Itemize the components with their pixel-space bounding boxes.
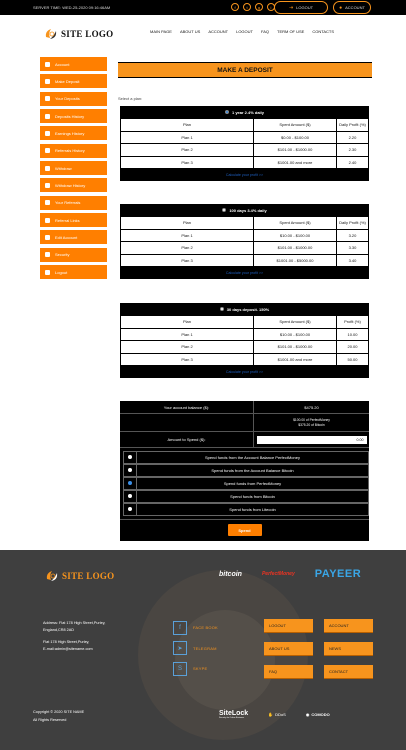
sidebar-item-deposits-history[interactable]: [39, 108, 108, 124]
nav-main-page[interactable]: MAIN PAGE: [150, 29, 172, 34]
option-label: Spend funds from PerfectMoney: [136, 478, 368, 489]
skype-icon: S: [173, 662, 187, 676]
instagram-icon[interactable]: i: [267, 3, 275, 11]
option-label: Spend funds from Bitcoin: [136, 491, 368, 502]
comodo-label: COMODO: [311, 712, 330, 717]
header: [0, 15, 406, 53]
table-header-row: [121, 119, 369, 132]
footer-logo-text: SITE LOGO: [62, 571, 115, 581]
footer-socials: [173, 620, 218, 682]
sidebar-item-label: Logout: [55, 269, 68, 275]
copyright: [33, 709, 84, 724]
logo-mark-icon: [44, 27, 58, 41]
plan-name: 1 year 2.4% daily: [231, 109, 265, 115]
payeer-logo: PAYEER: [314, 568, 362, 580]
site-logo[interactable]: [44, 27, 113, 41]
table-cell: 2.20: [337, 131, 369, 144]
plan-card-3: [120, 303, 369, 378]
ddos-label: DDoS: [275, 712, 286, 717]
table-row: [121, 131, 369, 144]
payment-option[interactable]: [123, 477, 369, 490]
sidebar-item-withdraw-history[interactable]: [39, 177, 108, 193]
table-row: [121, 156, 369, 169]
social-label: TELEGRAM: [193, 645, 217, 651]
footer-social-skype[interactable]: [173, 661, 218, 676]
table-header: Daily Profit (%): [337, 119, 369, 132]
nav-logout[interactable]: LOGOUT: [236, 29, 253, 34]
balance-value: $475.20: [304, 404, 319, 410]
sidebar-item-security[interactable]: [39, 247, 108, 263]
sidebar-item-account[interactable]: [39, 56, 108, 72]
sidebar-item-label: Deposits History: [55, 113, 85, 119]
comodo-seal: [306, 712, 330, 717]
plan-card-2: [120, 204, 369, 279]
sidebar-item-withdraw[interactable]: [39, 160, 108, 176]
footer-news-button[interactable]: NEWS: [324, 642, 373, 656]
referrals-icon: [45, 148, 50, 153]
sidebar-item-label: Referral Links: [55, 217, 80, 223]
account-icon: [45, 62, 50, 67]
edit-icon: [45, 235, 50, 240]
spend-button[interactable]: Spend: [228, 524, 262, 536]
table-cell: Plan 2: [121, 144, 254, 157]
ddos-seal: [268, 712, 286, 717]
table-row: [121, 229, 369, 242]
payment-option[interactable]: [123, 503, 369, 516]
sidebar-item-label: Withdraw: [55, 165, 72, 171]
deposits-icon: [45, 96, 50, 101]
amount-input[interactable]: 0.00: [257, 436, 367, 444]
main-content: [118, 62, 372, 533]
footer-social-facebook[interactable]: [173, 620, 218, 635]
logo-mark-icon: [45, 569, 59, 583]
amount-label: Amount to Spend ($):: [120, 432, 254, 447]
sidebar-item-logout[interactable]: [39, 264, 108, 280]
table-header: Plan: [121, 316, 254, 329]
copyright-line: Copyright © 2020 SITE NAME: [33, 710, 85, 714]
table-cell: 50.00: [337, 353, 369, 366]
table-header: Plan: [121, 119, 254, 132]
address-line: Flat 178 High Street,Purley,: [43, 640, 90, 644]
balance-detail-spacer: [120, 414, 254, 431]
address-line: Address: Flat 178 High Street,Purley,: [43, 621, 106, 625]
sitelock-label: SiteLock: [219, 710, 249, 717]
balance-label: Your account balance ($):: [120, 401, 254, 413]
table-cell: $101.00 - $1000.00: [254, 341, 337, 354]
sidebar-item-referrals-history[interactable]: [39, 143, 108, 159]
history-icon: [45, 114, 50, 119]
footer-address: [43, 620, 123, 653]
social-label: FACE BOOK: [193, 625, 218, 630]
table-header: Spent Amount ($): [254, 119, 337, 132]
table-row: [121, 328, 369, 341]
plan-table: [120, 118, 369, 169]
top-account-button[interactable]: [333, 1, 371, 14]
table-cell: 20.00: [337, 341, 369, 354]
logout-icon: ⇥: [288, 4, 294, 11]
table-cell: $10.00 - $100.00: [254, 328, 337, 341]
table-cell: $10.00 - $100.00: [254, 229, 337, 242]
table-cell: 2.30: [337, 144, 369, 157]
spend-row: [120, 519, 369, 541]
user-icon: ●: [339, 4, 343, 11]
table-cell: $101.00 - $1000.00: [254, 144, 337, 157]
table-cell: Plan 2: [121, 341, 254, 354]
social-label: SKYPE: [193, 666, 208, 671]
plan-name: 30 days deposit. 150%: [226, 306, 270, 312]
table-cell: 3.40: [337, 254, 369, 267]
option-radio[interactable]: [128, 507, 132, 511]
balance-detail-row: [120, 414, 369, 432]
option-radio[interactable]: [128, 481, 132, 485]
table-header: Spent Amount ($): [254, 217, 337, 230]
sidebar-item-edit-account[interactable]: [39, 229, 108, 245]
table-row: [121, 341, 369, 354]
table-cell: 3.20: [337, 229, 369, 242]
sidebar-item-make-deposit[interactable]: [39, 73, 108, 89]
table-row: [121, 254, 369, 267]
security-seals: [219, 710, 330, 719]
page-title: MAKE A DEPOSIT: [118, 62, 372, 78]
table-header: Spent Amount ($): [254, 316, 337, 329]
option-label: Spend funds from the Account Balance PerfectMoney: [136, 452, 368, 463]
plan-radio[interactable]: [225, 110, 229, 114]
option-radio[interactable]: [128, 494, 132, 498]
table-header-row: [121, 316, 369, 329]
withdraw-icon: [45, 166, 50, 171]
main-nav: [150, 29, 334, 34]
sidebar-item-label: Security: [55, 252, 70, 258]
nav-about-us[interactable]: ABOUT US: [179, 29, 201, 34]
footer-faq-button[interactable]: FAQ: [264, 665, 313, 679]
table-header: Daily Profit (%): [337, 217, 369, 230]
plan-header[interactable]: [120, 204, 369, 216]
balance-pm: $100.00 of PerfectMoney: [293, 417, 330, 422]
top-bar: [0, 0, 406, 15]
perfectmoney-logo: PerfectMoney: [261, 571, 295, 577]
amount-row: [120, 432, 369, 448]
table-cell: Plan 3: [121, 353, 254, 366]
sidebar-item-label: Your Referrals: [55, 200, 81, 206]
table-cell: $1001.00 and more: [254, 353, 337, 366]
payment-option[interactable]: [123, 464, 369, 477]
earnings-icon: [45, 131, 50, 136]
plan-table: [120, 315, 369, 366]
table-row: [121, 242, 369, 255]
payment-partners: [219, 568, 361, 580]
facebook-icon[interactable]: f: [231, 3, 239, 11]
sidebar-item-your-referrals[interactable]: [39, 195, 108, 211]
footer-logout-button[interactable]: LOGOUT: [264, 619, 313, 633]
plan-card-1: [120, 106, 369, 181]
footer-social-telegram[interactable]: [173, 641, 218, 656]
table-cell: Plan 3: [121, 254, 254, 267]
facebook-icon: f: [173, 621, 187, 635]
calculate-profit-link[interactable]: Calculate your profit >>: [225, 173, 264, 177]
table-cell: Plan 1: [121, 131, 254, 144]
telegram-icon: ➤: [173, 641, 187, 655]
sidebar-item-label: Earnings History: [55, 130, 85, 136]
top-logout-label: LOGOUT: [296, 5, 314, 10]
footer-buttons: [264, 619, 373, 679]
table-row: [121, 353, 369, 366]
sidebar: [39, 56, 108, 281]
plan-radio[interactable]: [222, 208, 226, 212]
balance-detail: [254, 414, 369, 431]
table-cell: $1001.00 - $5000.00: [254, 254, 337, 267]
deposit-form: [120, 401, 369, 541]
link-icon: [45, 218, 50, 223]
payment-option[interactable]: [123, 490, 369, 503]
balance-btc: $375.20 of Bitcoin: [298, 422, 325, 427]
sidebar-item-label: Make Deposit: [55, 78, 80, 84]
deposit-icon: [45, 79, 50, 84]
bitcoin-logo: bitcoin: [219, 570, 242, 578]
sidebar-item-label: Withdraw History: [55, 182, 86, 188]
top-logout-button[interactable]: [274, 1, 328, 14]
table-cell: 10.00: [337, 328, 369, 341]
footer-about-button[interactable]: ABOUT US: [264, 642, 313, 656]
option-radio[interactable]: [128, 455, 132, 459]
select-plan-label: Select a plan:: [118, 96, 143, 101]
table-header: Plan: [121, 217, 254, 230]
footer-account-button[interactable]: ACCOUNT: [324, 619, 373, 633]
sidebar-item-your-deposits[interactable]: [39, 91, 108, 107]
twitter-icon[interactable]: t: [243, 3, 251, 11]
nav-terms[interactable]: TERM OF USE: [277, 29, 305, 34]
plan-header[interactable]: [120, 303, 369, 315]
payment-options: [120, 448, 369, 519]
footer-logo[interactable]: [45, 569, 114, 583]
sidebar-item-referral-links[interactable]: [39, 212, 108, 228]
lock-icon: ◉: [305, 712, 310, 717]
plan-table: [120, 216, 369, 267]
nav-contacts[interactable]: CONTACTS: [312, 29, 335, 34]
table-header: Profit (%): [337, 316, 369, 329]
balance-row: [120, 401, 369, 414]
option-label: Spend funds from Litecoin: [136, 504, 368, 515]
table-cell: $1001.00 and more: [254, 156, 337, 169]
sitelock-seal: [219, 710, 248, 719]
sidebar-item-label: Account: [55, 61, 70, 67]
payment-option[interactable]: [123, 451, 369, 464]
sitelock-sub: Security for Online Business: [219, 717, 245, 719]
sidebar-item-label: Your Deposits: [55, 96, 80, 102]
rights-line: All Rights Reserved: [33, 717, 67, 722]
logo-text: SITE LOGO: [61, 29, 114, 39]
table-cell: $101.00 - $1000.00: [254, 242, 337, 255]
hand-icon: ✋: [268, 712, 274, 717]
table-cell: Plan 2: [121, 242, 254, 255]
table-cell: 2.40: [337, 156, 369, 169]
table-cell: Plan 3: [121, 156, 254, 169]
users-icon: [45, 200, 50, 205]
plan-radio[interactable]: [220, 307, 224, 311]
nav-faq[interactable]: FAQ: [260, 29, 269, 34]
footer-email: E-mail:admin@sitename.com: [43, 647, 93, 651]
sidebar-item-label: Edit Account: [55, 234, 78, 240]
option-label: Spend funds from the Account Balance Bitcoin: [136, 465, 368, 476]
table-row: [121, 144, 369, 157]
nav-account[interactable]: ACCOUNT: [208, 29, 229, 34]
footer-contact-button[interactable]: CONTACT: [324, 665, 373, 679]
plan-name: 100 days 3.4% daily: [229, 207, 267, 213]
table-cell: 3.30: [337, 242, 369, 255]
plan-header[interactable]: [120, 106, 369, 118]
table-cell: Plan 1: [121, 328, 254, 341]
sidebar-item-label: Referrals History: [55, 148, 85, 154]
google-icon[interactable]: g: [255, 3, 263, 11]
address-line: England,CR8 2AD: [43, 628, 75, 632]
sidebar-item-earnings-history[interactable]: [39, 125, 108, 141]
top-socials: [231, 3, 275, 11]
withdraw-history-icon: [45, 183, 50, 188]
calculate-profit-link[interactable]: Calculate your profit >>: [225, 271, 264, 275]
option-radio[interactable]: [128, 468, 132, 472]
table-header-row: [121, 217, 369, 230]
calculate-profit-link[interactable]: Calculate your profit >>: [225, 370, 264, 374]
table-cell: $0.00 - $100.00: [254, 131, 337, 144]
logout-icon: [45, 270, 50, 275]
shield-icon: [45, 252, 50, 257]
footer: [0, 550, 406, 750]
table-cell: Plan 1: [121, 229, 254, 242]
top-account-label: ACCOUNT: [345, 5, 365, 10]
server-time: SERVER TIME: WED-25-2020 09:16:46AM: [33, 5, 111, 10]
